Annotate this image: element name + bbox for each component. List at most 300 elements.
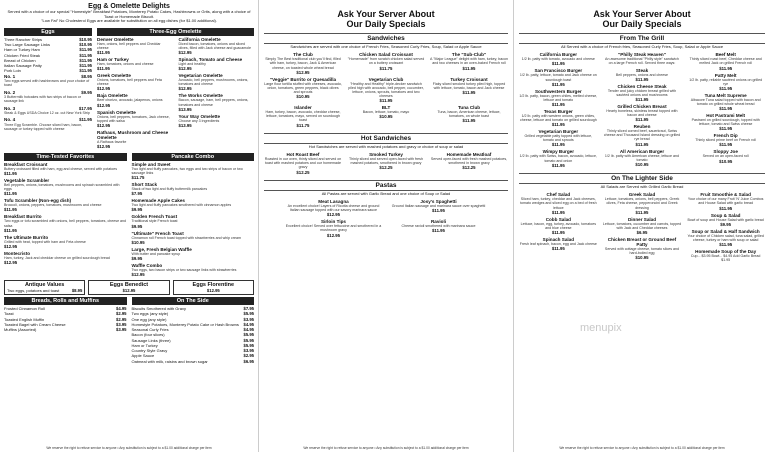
item-description: Two eggs, two bacon strips or two sausage links with strawberries	[131, 267, 237, 272]
item-description: Large flour tortilla stuffed with cheeses, avocado, onion, tomatoes, green peppers, black olives and sprouts	[264, 81, 342, 94]
item-price: $11.95	[79, 47, 92, 53]
daily-specials-title-2: Ask Your Server About Our Daily Specials	[593, 9, 691, 30]
item-name: Chicken Fried Steak	[4, 52, 41, 58]
item-name: Two Large Sausage Links	[4, 42, 51, 48]
favorites-title: Time-Tested Favorites	[4, 153, 127, 161]
item-price: $12.95	[131, 271, 145, 277]
item-name: Meat Lasagna	[318, 199, 349, 205]
item-price: $12.95	[178, 66, 192, 72]
favorites-list	[4, 162, 127, 265]
menu-item	[4, 198, 127, 212]
item-price: $13.95	[178, 106, 192, 112]
lunch-panel	[258, 0, 514, 452]
item-price: $12.95	[178, 86, 192, 92]
item-name: Muffins (Assorted)	[4, 327, 37, 333]
menu-item	[284, 199, 383, 217]
menu-item	[132, 214, 255, 228]
item-description: Grilled with heat, topped with ham and Feta cheese	[4, 239, 86, 244]
menu-item	[519, 52, 598, 66]
item-description: 1/2 lb. patty with Swiss, bacon, avocado, lettuce, tomato and onion	[519, 154, 597, 163]
sandwiches-grid	[264, 52, 508, 129]
item-description: Cheese ravioli smothered with marinara sauce	[401, 224, 476, 229]
item-price: $9.95	[131, 223, 143, 229]
item-description: Served on an open-faced roll	[702, 154, 749, 159]
item-price: $11.95	[462, 65, 476, 71]
item-price: $5.95	[243, 332, 254, 338]
item-name: Large, Fresh Belgian Waffle	[131, 246, 192, 252]
pastas-title: Pastas	[264, 180, 508, 191]
menu-item	[179, 37, 255, 55]
item-name: "Philly Steak Heaven"	[618, 52, 666, 58]
item-price: $11.95	[462, 118, 476, 124]
item-description: With butter and pancake syrup	[131, 251, 181, 256]
item-name: Frosted Cinnamon Roll	[4, 306, 45, 312]
item-price: $11.95	[551, 142, 565, 148]
menu-item	[519, 192, 598, 214]
item-name: Josy's Spaghetti	[420, 199, 457, 205]
item-price: $11.95	[719, 241, 733, 247]
item-price: $11.95	[4, 227, 17, 233]
item-name: Greek Omelette	[97, 73, 131, 79]
item-description: Cup... $3.95 Bowl... $4.95 Add Garlic Bread $1.95	[690, 253, 761, 262]
menu-item	[686, 192, 765, 210]
item-price: $11.95	[551, 162, 565, 168]
item-price: $12.95	[326, 212, 341, 218]
item-description: 1/2 lb. patty, reliable sautéed onions on grilled rye	[689, 77, 763, 86]
item-price: $11.95	[79, 68, 92, 74]
item-name: Vegetarian Burger	[538, 129, 579, 135]
no2-item: No. 2 $9.95 3 Buttermilk hotcakes with two strips of bacon or sausage link	[4, 89, 92, 104]
item-price: $11.95	[4, 171, 17, 177]
menu-item	[179, 57, 255, 71]
menu-item	[603, 217, 682, 235]
item-description: Ham, onions, bell peppers and Cheddar cheese	[97, 41, 161, 50]
item-description: Lettuce, tomatoes, cucumber and carrots, topped with Jack and Cheddar cheeses	[602, 221, 682, 230]
item-description: Simply The Best traditional club you'll find, filled with ham, turkey, bacon, Jack & American cheese, on toasted whole wheat bread	[265, 57, 341, 70]
sides-list	[132, 306, 255, 364]
item-price: $6.95	[243, 358, 254, 364]
menupix-watermark: menupix	[580, 322, 622, 334]
daily-specials-title: Ask Your Server About Our Daily Specials	[337, 9, 435, 30]
menu-row	[132, 359, 255, 364]
item-name: Chef Salad	[546, 192, 571, 198]
item-name: Vegetable Scrambler	[4, 178, 50, 184]
item-description: "Healthy and Healthy" triple-decker sandwich piled high with avocado, bell pepper, cucumber, lettuce, onions, sprouts, tomatoes and two cheeses	[348, 81, 424, 99]
menu-item	[430, 77, 508, 104]
eggs-column	[4, 26, 92, 151]
menu-row	[4, 327, 127, 332]
menu-item	[519, 89, 598, 107]
antique-values-box: Antique Values Two eggs, potatoes and toast $8.95	[4, 280, 85, 295]
item-price: $11.95	[551, 246, 565, 251]
no4-item: No. 4 $11.95 Three Egg Scramble. Choose sliced ham, bacon, sausage or turkey topped with cheese	[4, 117, 92, 132]
hot-sandwiches-grid	[264, 152, 508, 176]
item-price: $11.95	[97, 50, 110, 56]
menu-item	[179, 73, 255, 91]
item-price: $11.75	[131, 175, 145, 181]
item-description: Two light and fluffy pancakes, two eggs and two strips of bacon or two sausage links	[131, 166, 243, 176]
item-price: $11.95	[379, 98, 393, 104]
item-name: Reuben	[633, 124, 651, 130]
item-description: 1/2 lb. patty with tomato, avocado and cheese	[521, 57, 595, 62]
item-price: $11.95	[551, 61, 565, 67]
item-name: Bacon (four slices)	[131, 332, 165, 338]
menu-item	[4, 214, 127, 232]
item-price: $12.95	[97, 122, 111, 128]
breads-list	[4, 306, 127, 332]
item-description: 1/2 lb. patty, bacon, green chiles, melted cheese, lettuce and tomato	[519, 93, 598, 102]
item-name: Chicken Cheese Steak	[617, 83, 667, 89]
menu-item	[686, 213, 765, 227]
item-price: $12.95	[326, 232, 341, 238]
item-description: Bell peppers, onions and cheese	[615, 72, 669, 77]
item-name: Ham or Turkey	[97, 57, 129, 63]
menu-item	[179, 93, 255, 111]
item-description: Buttery croissant filled with ham, egg and cheese, served with potatoes	[4, 166, 118, 171]
item-price: $12.95	[296, 69, 310, 75]
menu-item	[519, 237, 598, 251]
item-name: Spanish Omelette	[97, 109, 136, 115]
item-name: Tuna Melt Supreme	[704, 92, 747, 98]
item-description: "Homemade" from scratch chicken salad served on a buttery croissant	[347, 57, 425, 66]
menu-item	[686, 229, 765, 247]
menu-item	[430, 52, 508, 74]
item-price: $3.95	[243, 348, 254, 354]
item-description: 1/2 lb. patty with western onions, green chiles, cheese, lettuce and tomato on grilled sourdough	[519, 113, 597, 123]
item-description: Lettuce, tomatoes, onions, bell peppers, Greek olives, Feta cheese, pepperoncini and Greek dressing	[604, 197, 680, 210]
omelette-list-right	[179, 37, 255, 151]
item-name: Italian Sausage Patty	[4, 63, 42, 69]
item-price: $11.95	[551, 229, 565, 235]
item-price: $7.95	[243, 306, 254, 312]
item-price: $11.95	[719, 65, 733, 71]
grill-panel	[514, 0, 770, 452]
item-price: $5.95	[243, 342, 254, 348]
item-price: $11.95	[551, 209, 565, 215]
item-description: Served open-faced with fresh mashed potatoes, smothered in brown gravy	[430, 157, 508, 166]
item-name: Your Way Omelette	[178, 113, 221, 119]
item-name: Greek Salad	[628, 192, 656, 198]
item-description: Two eggs or tofu scrambled with onions, bell peppers, tomatoes, cheese and salsa	[4, 219, 127, 228]
item-description: Flaky sliced smoked turkey piled high, topped with lettuce, tomato, bacon and Jack cheese	[432, 81, 506, 90]
item-name: Simple and Sweet	[131, 161, 171, 167]
menu-item	[686, 133, 765, 147]
menu-item	[686, 149, 765, 163]
item-price: $11.95	[635, 76, 649, 82]
item-price: $7.95	[131, 191, 143, 197]
hot-sandwiches-title: Hot Sandwiches	[264, 133, 508, 144]
item-description: Ground Italian sausage and marinara sauce over spaghetti	[391, 204, 486, 209]
egg-omelette-subtitle: Served with a choice of our special "Homestyle" Breakfast Potatoes, Monterey Potato Cakes, Hashbrowns or Grits, along with a choice of Toast or Homemade Biscuit.	[7, 9, 251, 19]
item-price: $11.95	[79, 57, 92, 63]
item-price: $11.95	[432, 228, 445, 234]
item-name: Montecristo	[4, 250, 31, 256]
item-description: A Rathaus favorite	[97, 139, 127, 144]
item-name: Sausage Links (three)	[131, 337, 171, 343]
menu-item	[347, 77, 425, 104]
item-price: $12.95	[4, 259, 18, 265]
item-name: Tuna Club	[457, 105, 481, 111]
item-name: Vegetarian Omelette	[178, 73, 223, 79]
item-description: Excellent choice! Served over fettuccine and smothered in a mushroom gravy	[285, 224, 382, 233]
item-name: Homemade Meatloaf	[446, 152, 492, 158]
item-name: Baja Omelette	[97, 93, 128, 99]
item-description: Bacon, sausage, ham, bell peppers, onions, tomatoes and cheese	[178, 98, 249, 107]
item-name: California Omelette	[178, 36, 221, 42]
item-description: Choose any 3 ingredients	[178, 118, 220, 123]
menu-item	[603, 124, 682, 146]
item-price: $6.95	[636, 229, 648, 235]
item-price: $4.95	[243, 327, 254, 333]
menu-item	[603, 104, 682, 122]
menu-item	[686, 249, 765, 262]
item-price: $12.95	[178, 50, 192, 56]
item-name: Smoked Turkey	[369, 152, 403, 158]
item-price: $11.95	[551, 81, 565, 87]
item-name: Spinach, Tomato and Cheese	[178, 57, 243, 63]
item-name: Spinach Salad	[542, 236, 575, 242]
eggs-florentine-box: Eggs Florentine $12.95	[173, 280, 254, 295]
item-description: Broccoli, onions, peppers, tomatoes, mushrooms and cheese	[4, 203, 102, 208]
item-description: Ham, tomatoes, onions and cheese	[97, 62, 154, 67]
menu-item	[132, 247, 255, 261]
item-description: Thinly sliced corned beef, sauerkraut, Swiss cheese and Thousand Island dressing on grilled rye bread	[603, 129, 681, 142]
item-price: $10.95	[635, 161, 649, 167]
item-name: The Works Omelette	[178, 93, 223, 99]
menu-item	[132, 198, 255, 212]
item-name: Breakfast Croissant	[4, 161, 48, 167]
menu-item	[264, 52, 342, 74]
item-name: Waffle Combo	[131, 262, 163, 268]
item-name: "Veggie" Burrito or Quesadilla	[269, 76, 337, 82]
item-name: Denver Omelette	[97, 36, 134, 42]
item-name: Hot Pastrami Melt	[706, 113, 746, 119]
item-description: Your choice of our many Fruit 'N' Juice Combos and House Salad with garlic bread	[687, 197, 764, 206]
item-name: Homemade Soup of the Day	[695, 248, 757, 254]
item-price: $3.95	[243, 316, 254, 322]
menu-item	[132, 231, 255, 245]
menu-item	[97, 73, 173, 91]
menu-item	[389, 219, 488, 237]
item-description: Albacore Tuna salad topped with bacon and tomato on grilled whole wheat bread	[690, 97, 761, 106]
menu-item	[97, 110, 173, 128]
item-price: $11.75	[296, 122, 310, 128]
pancake-title: Pancake Combo	[132, 153, 255, 161]
item-price: $11.95	[635, 117, 649, 123]
item-name: Southwestern Burger	[534, 88, 582, 94]
item-name: Pork Loin	[4, 68, 21, 74]
item-price: $10.95	[296, 94, 310, 100]
item-description: Stack of two light and fluffy buttermilk pancakes	[131, 187, 208, 192]
item-price: $11.95	[719, 142, 733, 148]
item-price: $2.95	[243, 353, 254, 359]
item-name: The Club	[293, 52, 313, 58]
item-description: Bell peppers, onions, tomatoes, mushrooms and spinach scrambled with eggs	[4, 183, 120, 192]
pastas-subtitle: All Pastas are served with Garlic Bread and one choice of Soup or Salad	[321, 190, 451, 196]
item-description: Thinly sliced roast beef, Cheddar cheese and melted Jack on grilled French roll	[689, 57, 762, 66]
item-description: Tender and juicy chicken breast grilled with sautéed onions and mushrooms	[607, 88, 677, 97]
item-name: San Francisco Burger	[534, 68, 583, 74]
item-name: Soup or Salad & Half Sandwich	[691, 228, 760, 234]
item-description: Ham, turkey, Jack and cheddar cheese on grilled sourdough bread	[4, 255, 110, 260]
menu-item	[603, 68, 682, 82]
menu-item	[264, 152, 342, 174]
item-price: $12.25	[462, 165, 476, 171]
item-price: $11.95	[97, 66, 110, 72]
item-price: $11.95	[719, 126, 733, 132]
item-name: Steak	[635, 67, 649, 73]
item-price: $12.25	[379, 165, 393, 171]
item-price: $11.95	[462, 89, 476, 95]
item-price: $11.95	[719, 205, 733, 211]
breads-column	[4, 295, 127, 364]
grill-title: From The Grill	[519, 33, 765, 44]
panel1-footer: We reserve the right to refuse service to anyone • Any substitution is subject to a $1.00 additional charge per item	[46, 446, 212, 450]
item-name: Breast of Chicken	[4, 57, 36, 63]
item-price: $11.95	[79, 63, 92, 69]
item-price: $9.95	[131, 255, 143, 261]
menu-item	[264, 105, 342, 127]
menu-item	[519, 149, 598, 167]
item-name: Beef Melt	[715, 52, 736, 58]
menu-item	[284, 219, 383, 237]
item-name: Seasonal Curly Fries	[131, 327, 169, 333]
lighter-side-subtitle: All Salads are Served with Grilled Garlic Bread	[600, 183, 684, 189]
item-description: Light and healthy	[178, 62, 206, 67]
item-description: Hearty boneless, skinless breast topped with bacon and cheese	[606, 108, 678, 118]
sandwiches-title: Sandwiches	[264, 33, 508, 44]
grill-grid	[519, 52, 765, 169]
no3-item: No. 3 $17.95 Steak & Eggs USDA Choice 12 oz. cut New York Strip	[4, 105, 92, 116]
item-price: $2.95	[116, 316, 127, 322]
menu-item	[519, 129, 598, 147]
item-name: Country Style Gravy	[131, 348, 168, 354]
item-description: Two light and fluffy pancakes smothered with cinnamon apples	[131, 203, 232, 208]
item-name: Grilled Chicken Breast	[617, 103, 667, 109]
item-name: Dinner Salad	[627, 216, 657, 222]
menu-item	[179, 114, 255, 128]
item-name: The "Sub-Club"	[451, 52, 487, 58]
item-description: Sliced ham, turkey, cheddar and Jack cheeses, tomato wedges and sliced egg on a bed of fresh lettuce	[520, 197, 597, 210]
item-name: Ham or Turkey	[131, 342, 158, 348]
item-name: Breakfast Burrito	[4, 214, 42, 220]
item-description: Thinly sliced and served open-faced with fresh mashed potatoes, smothered in brown gravy	[349, 157, 423, 166]
menu-item	[132, 162, 255, 180]
item-name: Hot Roast Beef	[286, 152, 320, 158]
menu-item	[4, 235, 127, 249]
item-price: $5.95	[243, 311, 254, 317]
item-description: Bowl of soup and House Salad with garlic bread	[687, 217, 764, 222]
item-price: $4.95	[243, 321, 254, 327]
item-name: Wimpy Burger	[542, 149, 574, 155]
item-price: $11.95	[551, 101, 565, 107]
item-name: Golden French Toast	[131, 214, 178, 220]
menu-item	[4, 251, 127, 265]
item-price: $10.95	[635, 255, 649, 261]
item-description: Avocado, bell peppers, mushrooms, onions, tomatoes and cheese	[178, 78, 249, 87]
item-price: $11.95	[79, 52, 92, 58]
menu-item	[603, 52, 682, 65]
egg-omelette-title: Egg & Omelette Delights	[88, 3, 170, 10]
menu-item	[347, 52, 425, 74]
item-price: $11.95	[551, 122, 565, 128]
item-name: Two eggs (any style)	[131, 311, 169, 317]
item-name: Cobb Salad	[545, 216, 571, 222]
item-description: Tuna, bacon, American cheese, lettuce, tomatoes, on whole toast	[437, 110, 501, 119]
item-name: Ravioli	[430, 219, 447, 225]
item-description: Roasted in our oven, thinly sliced and served on toast with mashed potatoes and our homemade gravy	[264, 157, 342, 170]
item-description: An awesome traditional "Philly style" sandwich on a large French roll. Served three ways:	[605, 57, 679, 66]
eggs-title: Eggs	[4, 28, 92, 36]
item-price: $10.95	[79, 36, 92, 42]
menu-item	[4, 162, 127, 176]
item-name: Homemade Apple Cakes	[131, 198, 185, 204]
panel3-footer: We reserve the right to refuse service to anyone • Any substitution is subject to a $1.00 additional charge per item	[559, 446, 725, 450]
item-name: BLT	[381, 105, 391, 111]
eggs-benedict-box: Eggs Benedict $12.95	[88, 280, 169, 295]
menu-item	[97, 57, 173, 71]
menu-item	[519, 68, 598, 86]
item-name: The Ultimate Burrito	[4, 234, 49, 240]
item-name: Islander	[294, 105, 312, 111]
breads-title: Breads, Rolls and Muffins	[4, 297, 127, 305]
item-price: $10.95	[131, 239, 145, 245]
item-price: $2.95	[116, 311, 127, 317]
item-description: Lettuce, bacon, egg, turkey, avocado, tomatoes and blue cheese	[520, 221, 597, 230]
item-description: Thinly sliced prime beef on French roll	[695, 138, 757, 143]
menu-item	[686, 93, 765, 111]
menu-item	[519, 217, 598, 235]
item-price: $11.95	[4, 207, 17, 213]
sandwiches-subtitle: Sandwiches are served with one choice of French Fries, Seasoned Curly Fries, Soup, Salad or Apple Sauce	[290, 43, 482, 49]
item-name: Vegetarian Club	[368, 76, 404, 82]
menu-item	[132, 263, 255, 277]
menu-item	[132, 182, 255, 196]
item-description: Fresh leaf spinach, bacon, egg and Jack cheese	[519, 241, 597, 246]
hot-sandwiches-subtitle: Hot Sandwiches are served with mashed potatoes and gravy or choice of soup or salad	[308, 143, 464, 149]
omelette-title: Three-Egg Omelette	[97, 28, 254, 36]
item-price: $11.75	[379, 65, 393, 71]
omelette-list-left	[97, 37, 173, 151]
item-description: Diced bacon, tomatoes, onions and sliced olives, filled with Jack cheese and guacamole	[178, 41, 252, 50]
menu-item	[347, 105, 425, 127]
item-price: $11.95	[635, 96, 649, 102]
menu-item	[430, 152, 508, 174]
item-price: $12.95	[97, 86, 111, 92]
item-name: Patty Melt	[714, 72, 737, 78]
item-price: $11.95	[635, 209, 649, 215]
item-name: Toasted Bagel with Cream Cheese	[4, 321, 66, 327]
item-name: One egg (any style)	[131, 316, 167, 322]
item-description: Ham, turkey, bacon, avocado, cheddar cheese, lettuce, tomatoes, mayo, served on sourdough toast	[265, 110, 341, 123]
item-description: 1/2 lb. patty with American cheese, lettuce and tomato	[604, 153, 680, 162]
pancake-list	[132, 162, 255, 277]
item-price: $11.95	[4, 191, 17, 197]
item-name: Ham or Turkey Ham	[4, 47, 40, 53]
item-name: Soup & Salad	[710, 212, 741, 218]
sides-title: On The Side	[132, 297, 255, 305]
item-name: Fruit Smoothie & Salad	[700, 192, 751, 198]
low-fat-note: "Low Fat" No Cholesterol Eggs are available for substitution on all egg dishes (for $1.00 additional).	[41, 18, 217, 24]
menu-item	[4, 178, 127, 196]
item-description: Beef chorizo, avocado, jalapenos, onions	[97, 98, 163, 103]
menu-item	[519, 109, 598, 127]
item-name: Tofu Scrambler (Non-egg dish)	[4, 198, 72, 204]
item-price: $5.95	[243, 337, 254, 343]
menu-item	[686, 52, 765, 70]
item-description: Traditional style French toast	[131, 219, 178, 224]
item-description: An excellent choice! Layers of Ricotta cheese and ground Italian sausage topped with our savory marinara sauce	[287, 204, 380, 213]
